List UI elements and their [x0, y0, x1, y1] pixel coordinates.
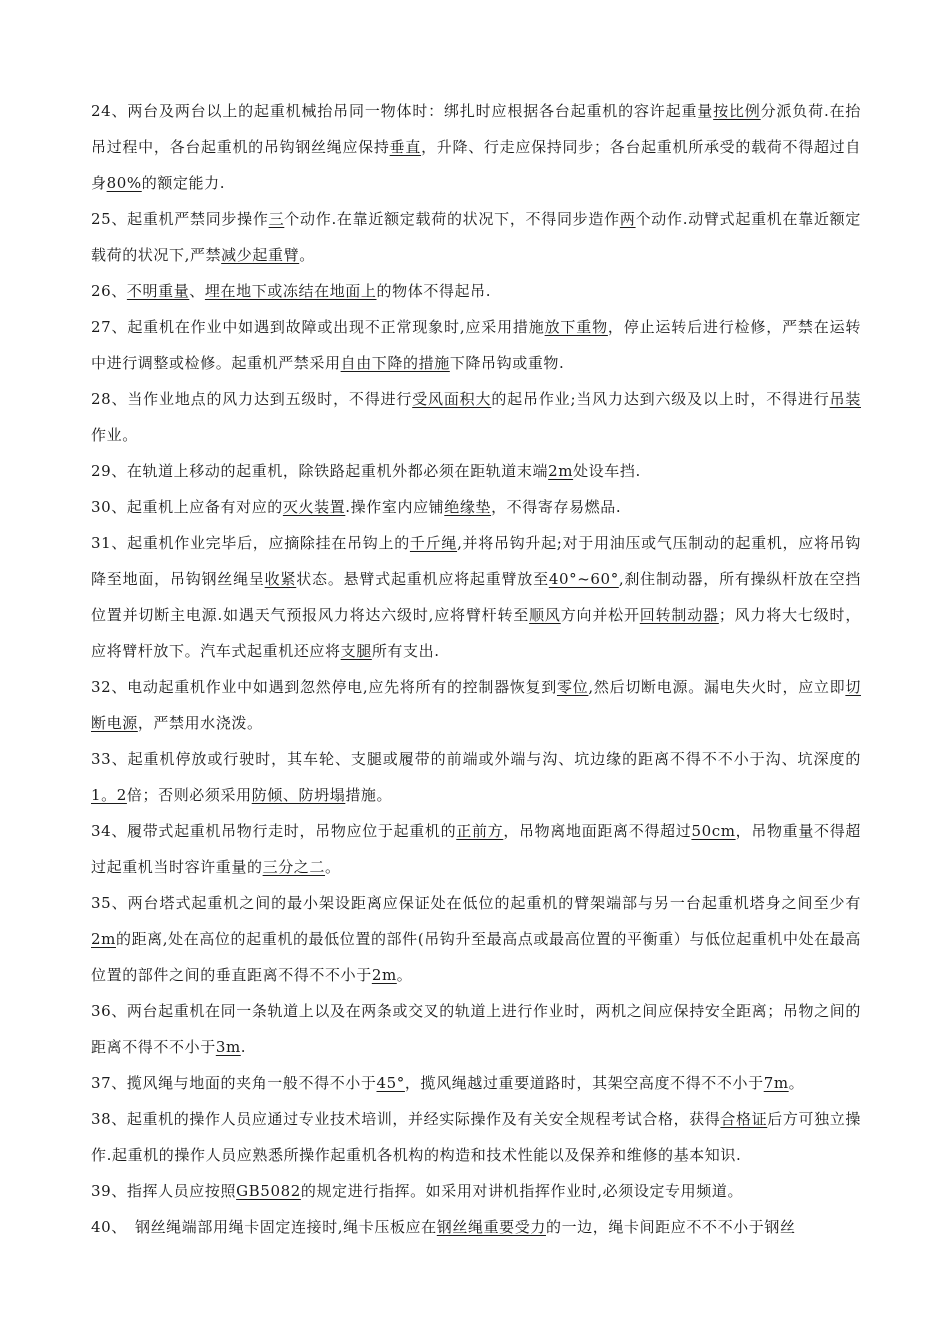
text-run: 37、揽风绳与地面的夹角一般不得不小于	[91, 1074, 377, 1092]
underlined-term: 切断电源	[91, 678, 861, 732]
paragraph-28	[91, 381, 861, 453]
text-run: ,刹住制动器，所有操纵杆放在空挡位置并切断主电源.如遇天气预报风力将达六级时,应将臂杆转至	[91, 570, 861, 624]
text-run: 25、起重机严禁同步操作	[91, 210, 269, 228]
underlined-term: 合格证	[720, 1110, 768, 1128]
underlined-term: 垂直	[389, 138, 422, 156]
text-run: 。	[299, 246, 315, 264]
text-run: .操作室内应铺	[345, 498, 445, 516]
underlined-term: 2m	[371, 966, 397, 984]
text-run: 38、起重机的操作人员应通过专业技术培训，并经实际操作及有关安全规程考试合格，获得	[91, 1110, 721, 1128]
paragraph-26	[91, 273, 861, 309]
text-run: 的规定进行指挥。如采用对讲机指挥作业时,必须设定专用频道。	[300, 1182, 744, 1200]
text-run: 。	[325, 858, 341, 876]
text-run: 27、起重机在作业中如遇到故障或出现不正常现象时,应采用措施	[91, 318, 545, 336]
underlined-term: 绝缘垫	[444, 498, 492, 516]
text-run: 31、起重机作业完毕后，应摘除挂在吊钩上的	[91, 534, 410, 552]
text-run: 分派负荷.在抬吊过程中，各台起重机的吊钩钢丝绳应保持	[91, 102, 862, 156]
underlined-term: 吊装	[829, 390, 861, 408]
text-run: 处设车挡.	[573, 462, 641, 480]
text-run: 个动作.在靠近额定载荷的状况下，不得同步造作	[284, 210, 620, 228]
underlined-term: 1。2	[91, 786, 127, 804]
paragraph-40	[91, 1209, 861, 1245]
text-run: 32、电动起重机作业中如遇到忽然停电,应先将所有的控制器恢复到	[91, 678, 557, 696]
paragraph-27	[91, 309, 861, 381]
paragraph-24	[91, 93, 861, 201]
text-run: 的物体不得起吊.	[376, 282, 492, 300]
underlined-term: 3m	[215, 1038, 241, 1056]
text-run: 24、两台及两台以上的起重机械抬吊同一物体时：绑扎时应根据各台起重机的容许起重量	[91, 102, 714, 120]
paragraph-35	[91, 885, 861, 993]
text-run: ；风力将大七级时，应将臂杆放下。汽车式起重机还应将	[91, 606, 861, 660]
text-run: .	[240, 1038, 247, 1056]
text-run: 。	[396, 966, 413, 984]
underlined-term: 灭火装置	[282, 498, 346, 516]
underlined-term: 收紧	[264, 570, 297, 588]
text-run: ,并将吊钩升起;对于用油压或气压制动的起重机，应将吊钩降至地面，吊钩钢丝绳呈	[91, 534, 861, 588]
underlined-term: 零位	[556, 678, 589, 696]
text-run: 的额定能力.	[141, 174, 226, 192]
paragraph-33	[91, 741, 861, 813]
paragraph-32	[91, 669, 861, 741]
text-run: 作业。	[91, 426, 138, 444]
text-run: ,然后切断电源。漏电失火时，应立即	[588, 678, 846, 696]
paragraph-38	[91, 1101, 861, 1173]
text-run: 30、起重机上应备有对应的	[91, 498, 283, 516]
text-run: 倍；否则必须采用	[126, 786, 252, 804]
text-run: 后方可独立操作.起重机的操作人员应熟悉所操作起重机各机构的构造和技术性能以及保养和维修的基本知识.	[91, 1110, 861, 1164]
paragraph-25	[91, 201, 861, 273]
underlined-term: 埋在地下或冻结在地面上	[204, 282, 377, 300]
text-run: ，严禁用水浇泼。	[137, 714, 263, 732]
paragraph-29	[91, 453, 861, 489]
underlined-term: 80%	[106, 174, 142, 192]
underlined-term: 两	[619, 210, 636, 228]
text-run: 29、在轨道上移动的起重机，除铁路起重机外都必须在距轨道末端	[91, 462, 549, 480]
text-run: 的起吊作业;当风力达到六级及以上时，不得进行	[491, 390, 830, 408]
underlined-term: 三	[268, 210, 285, 228]
paragraph-37	[91, 1065, 861, 1101]
text-run: 方向并松开	[560, 606, 640, 624]
text-run: ，不得寄存易燃品.	[491, 498, 622, 516]
paragraph-36	[91, 993, 861, 1065]
text-run: 措施。	[345, 786, 393, 804]
text-run: 、	[189, 282, 205, 300]
underlined-term: 顺风	[529, 606, 561, 624]
underlined-term: 40°~60°	[548, 570, 619, 588]
text-run: 33、起重机停放或行驶时，其车轮、支腿或履带的前端或外端与沟、坑边缘的距离不得不不小于沟、坑深度的	[91, 750, 861, 768]
underlined-term: 7m	[763, 1074, 789, 1092]
text-run: 35、两台塔式起重机之间的最小架设距离应保证处在低位的起重机的臂架端部与另一台起重机塔身之间至少有	[91, 894, 861, 912]
paragraph-30	[91, 489, 861, 525]
underlined-term: 按比例	[713, 102, 761, 120]
underlined-term: 不明重量	[126, 282, 190, 300]
text-run: 下降吊钩或重物.	[449, 354, 565, 372]
text-run: ，揽风绳越过重要道路时，其架空高度不得不不小于	[404, 1074, 764, 1092]
underlined-term: 减少起重臂	[221, 246, 300, 264]
text-run: ，停止运转后进行检修，严禁在运转中进行调整或检修。起重机严禁采用	[91, 318, 862, 372]
text-run: 39、指挥人员应按照	[91, 1182, 237, 1200]
underlined-term: GB5082	[236, 1182, 301, 1200]
paragraph-31	[91, 525, 861, 669]
text-run: 所有支出.	[371, 642, 440, 660]
text-run: ，吊物重量不得超过起重机当时容许重量的	[91, 822, 861, 876]
underlined-term: 2m	[91, 930, 116, 948]
underlined-term: 受风面积大	[412, 390, 492, 408]
text-run: 34、履带式起重机吊物行走时，吊物应位于起重机的	[91, 822, 457, 840]
text-run: 26、	[91, 282, 127, 300]
text-run: 的一边，绳卡间距应不不不小于钢丝	[545, 1218, 796, 1236]
text-run: ，吊物离地面距离不得超过	[503, 822, 692, 840]
underlined-term: 放下重物	[544, 318, 608, 336]
underlined-term: 千斤绳	[409, 534, 458, 552]
text-run: ，升降、行走应保持同步；各台起重机所承受的载荷不得超过自身	[91, 138, 862, 192]
underlined-term: 45°	[376, 1074, 405, 1092]
text-run: 的距离,处在高位的起重机的最低位置的部件(吊钩升至最高点或最高位置的平衡重）与低位起重机中处在最高位置的部件之间的垂直距离不得不不小于	[91, 930, 861, 984]
text-run: 。	[788, 1074, 805, 1092]
text-run: 40、 钢丝绳端部用绳卡固定连接时,绳卡压板应在	[91, 1218, 437, 1236]
text-run: 28、当作业地点的风力达到五级时，不得进行	[91, 390, 413, 408]
text-run: 个动作.动臂式起重机在靠近额定载荷的状况下,严禁	[91, 210, 861, 264]
paragraph-34	[91, 813, 861, 885]
underlined-term: 防倾、防坍塌	[251, 786, 346, 804]
underlined-term: 自由下降的措施	[340, 354, 450, 372]
underlined-term: 正前方	[456, 822, 504, 840]
paragraph-39	[91, 1173, 861, 1209]
underlined-term: 50cm	[691, 822, 736, 840]
underlined-term: 三分之二	[262, 858, 326, 876]
underlined-term: 支腿	[340, 642, 372, 660]
text-run: 状态。悬臂式起重机应将起重臂放至	[296, 570, 549, 588]
text-run: 36、两台起重机在同一条轨道上以及在两条或交叉的轨道上进行作业时，两机之间应保持安全距离；吊物之间的距离不得不不小于	[91, 1002, 861, 1056]
underlined-term: 回转制动器	[639, 606, 719, 624]
underlined-term: 2m	[548, 462, 574, 480]
underlined-term: 钢丝绳重要受力	[436, 1218, 546, 1236]
